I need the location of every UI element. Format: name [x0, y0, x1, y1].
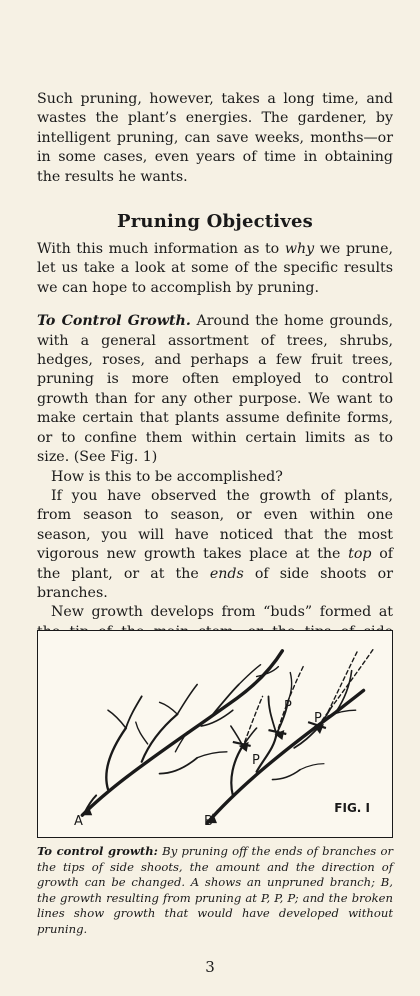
label-p-1: P	[252, 753, 260, 768]
section-heading: Pruning Objectives	[117, 211, 313, 233]
label-b: B	[204, 814, 213, 829]
figure-1	[37, 630, 393, 838]
text-run: we prune, let us take a look at some of the specific results we can hope to accomplish by pruning.	[37, 241, 393, 296]
caption-lead: To control growth:	[37, 844, 158, 858]
text-run: of side shoots or branches.	[37, 565, 393, 601]
text-run: With this much information as to	[37, 241, 285, 258]
caption-text: By pruning off the ends of branches or the tips of side shoots, the amount and the direction of growth can be changed. A shows an unpruned branch; B, the growth resulting from pruning at P, P, P; and the broken lines show growth that would have developed without pruning.	[37, 844, 393, 936]
label-p-3: P	[314, 711, 322, 726]
paragraph-buds: New growth develops from “buds” formed at	[51, 604, 393, 621]
paragraph-objectives	[37, 240, 393, 298]
page-body	[37, 90, 393, 720]
label-a: A	[74, 814, 83, 829]
paragraph-observe	[37, 487, 393, 603]
text-run: of the plant, or at the	[37, 546, 393, 582]
text-run: If you have observed the growth of plants, from season to season, or even within one season, you will have noticed that the most vigorous new growth takes place at the	[37, 487, 393, 563]
figure-caption	[37, 844, 393, 938]
label-p-2: P	[284, 699, 292, 714]
unpruned-growth-lines	[245, 649, 374, 742]
paragraph-control-growth	[37, 312, 393, 467]
text-run: Around the home grounds, with a general assortment of trees, shrubs, hedges, roses, and perhaps a few fruit trees, pruning is more often employed to control growth than for any other purpose. We want to make certain that plants assume definite forms, or to confine them within certain limits as to size. (See Fig. 1)	[37, 313, 394, 466]
emphasis-ends: ends	[209, 565, 244, 582]
page-number: 3	[205, 958, 215, 976]
figure-label: FIG. I	[334, 801, 370, 815]
paragraph-question: How is this to be accomplished?	[51, 468, 283, 485]
paragraph-intro: Such pruning, however, takes a long time, and wastes the plant’s energies. The gardener, by intelligent pruning, can save weeks, months—or in some cases, even years of time in obtaining the results he wants.	[37, 91, 393, 185]
emphasis-why: why	[284, 241, 315, 258]
run-in-heading: To Control Growth.	[37, 313, 191, 330]
emphasis-top: top	[348, 546, 372, 563]
